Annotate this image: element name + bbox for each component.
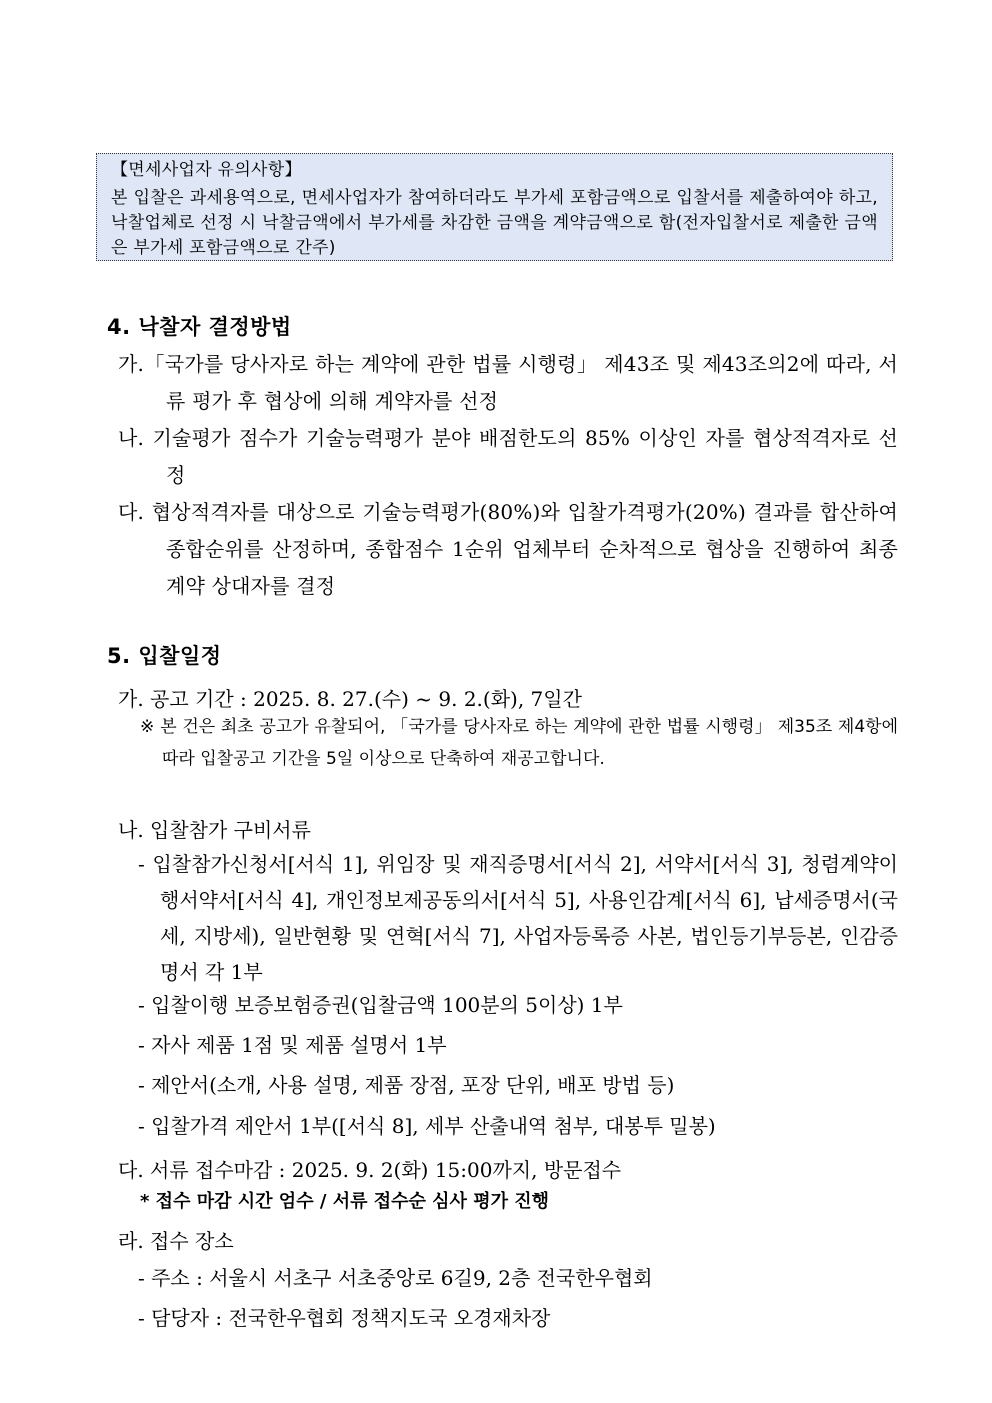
section-4-item-b: 나. 기술평가 점수가 기술능력평가 분야 배점한도의 85% 이상인 자를 협상적격자로 선정 <box>118 426 898 487</box>
section-5-heading: 5. 입찰일정 <box>107 644 222 668</box>
section-4-item-c: 다. 협상적격자를 대상으로 기술능력평가(80%)와 입찰가격평가(20%) 결과를 합산하여 종합순위를 산정하며, 종합점수 1순위 업체부터 순차적으로 협상을 진행하여 최종 계약 상대자를 결정 <box>118 500 898 598</box>
notice-body: 본 입찰은 과세용역으로, 면세사업자가 참여하더라도 부가세 포함금액으로 입찰서를 제출하여야 하고, 낙찰업체로 선정 시 낙찰금액에서 부가세를 차감한 금액을 계약금액으로 함(전자입찰서로 제출한 금액은 부가세 포함금액으로 간주) <box>111 188 878 258</box>
section-5-item-a: 가. 공고 기간 : 2025. 8. 27.(수) ~ 9. 2.(화), 7일간 <box>118 687 582 711</box>
notice-title: 【면세사업자 유의사항】 <box>111 160 302 180</box>
section-4-item-a: 가.「국가를 당사자로 하는 계약에 관한 법률 시행령」 제43조 및 제43조의2에 따라, 서류 평가 후 협상에 의해 계약자를 선정 <box>118 352 898 413</box>
submission-location-item: - 담당자 : 전국한우협회 정책지도국 오경재차장 <box>138 1306 551 1330</box>
required-documents-list-item: - 제안서(소개, 사용 설명, 제품 장점, 포장 단위, 배포 방법 등) <box>138 1073 675 1097</box>
section-5-item-d: 라. 접수 장소 <box>118 1229 234 1253</box>
section-5-item-c: 다. 서류 접수마감 : 2025. 9. 2(화) 15:00까지, 방문접수 <box>118 1158 622 1182</box>
section-4-heading: 4. 낙찰자 결정방법 <box>107 315 292 339</box>
deadline-note: * 접수 마감 시간 엄수 / 서류 접수순 심사 평가 진행 <box>140 1191 550 1212</box>
required-documents-list-item: - 입찰참가신청서[서식 1], 위임장 및 재직증명서[서식 2], 서약서[서식 3], 청렴계약이행서약서[서식 4], 개인정보제공동의서[서식 5], 사용인감계[서식 6], 납세증명서(국세, 지방세), 일반현황 및 연혁[서식 7], 사업자등록증 사본, 법인등기부등본, 인감증명서 각 1부 <box>138 852 898 984</box>
required-documents-list-item: - 입찰이행 보증보험증권(입찰금액 100분의 5이상) 1부 <box>138 993 623 1017</box>
submission-location-item: - 주소 : 서울시 서초구 서초중앙로 6길9, 2층 전국한우협회 <box>138 1266 653 1290</box>
section-5-item-b: 나. 입찰참가 구비서류 <box>118 818 311 842</box>
section-5-item-a-note: ※ 본 건은 최초 공고가 유찰되어, 「국가를 당사자로 하는 계약에 관한 법률 시행령」 제35조 제4항에 따라 입찰공고 기간을 5일 이상으로 단축하여 재공고합니다. <box>140 717 898 769</box>
required-documents-list-item: - 자사 제품 1점 및 제품 설명서 1부 <box>138 1033 447 1057</box>
tax-exempt-notice-box <box>96 153 893 261</box>
required-documents-list-item: - 입찰가격 제안서 1부([서식 8], 세부 산출내역 첨부, 대봉투 밀봉) <box>138 1114 716 1138</box>
